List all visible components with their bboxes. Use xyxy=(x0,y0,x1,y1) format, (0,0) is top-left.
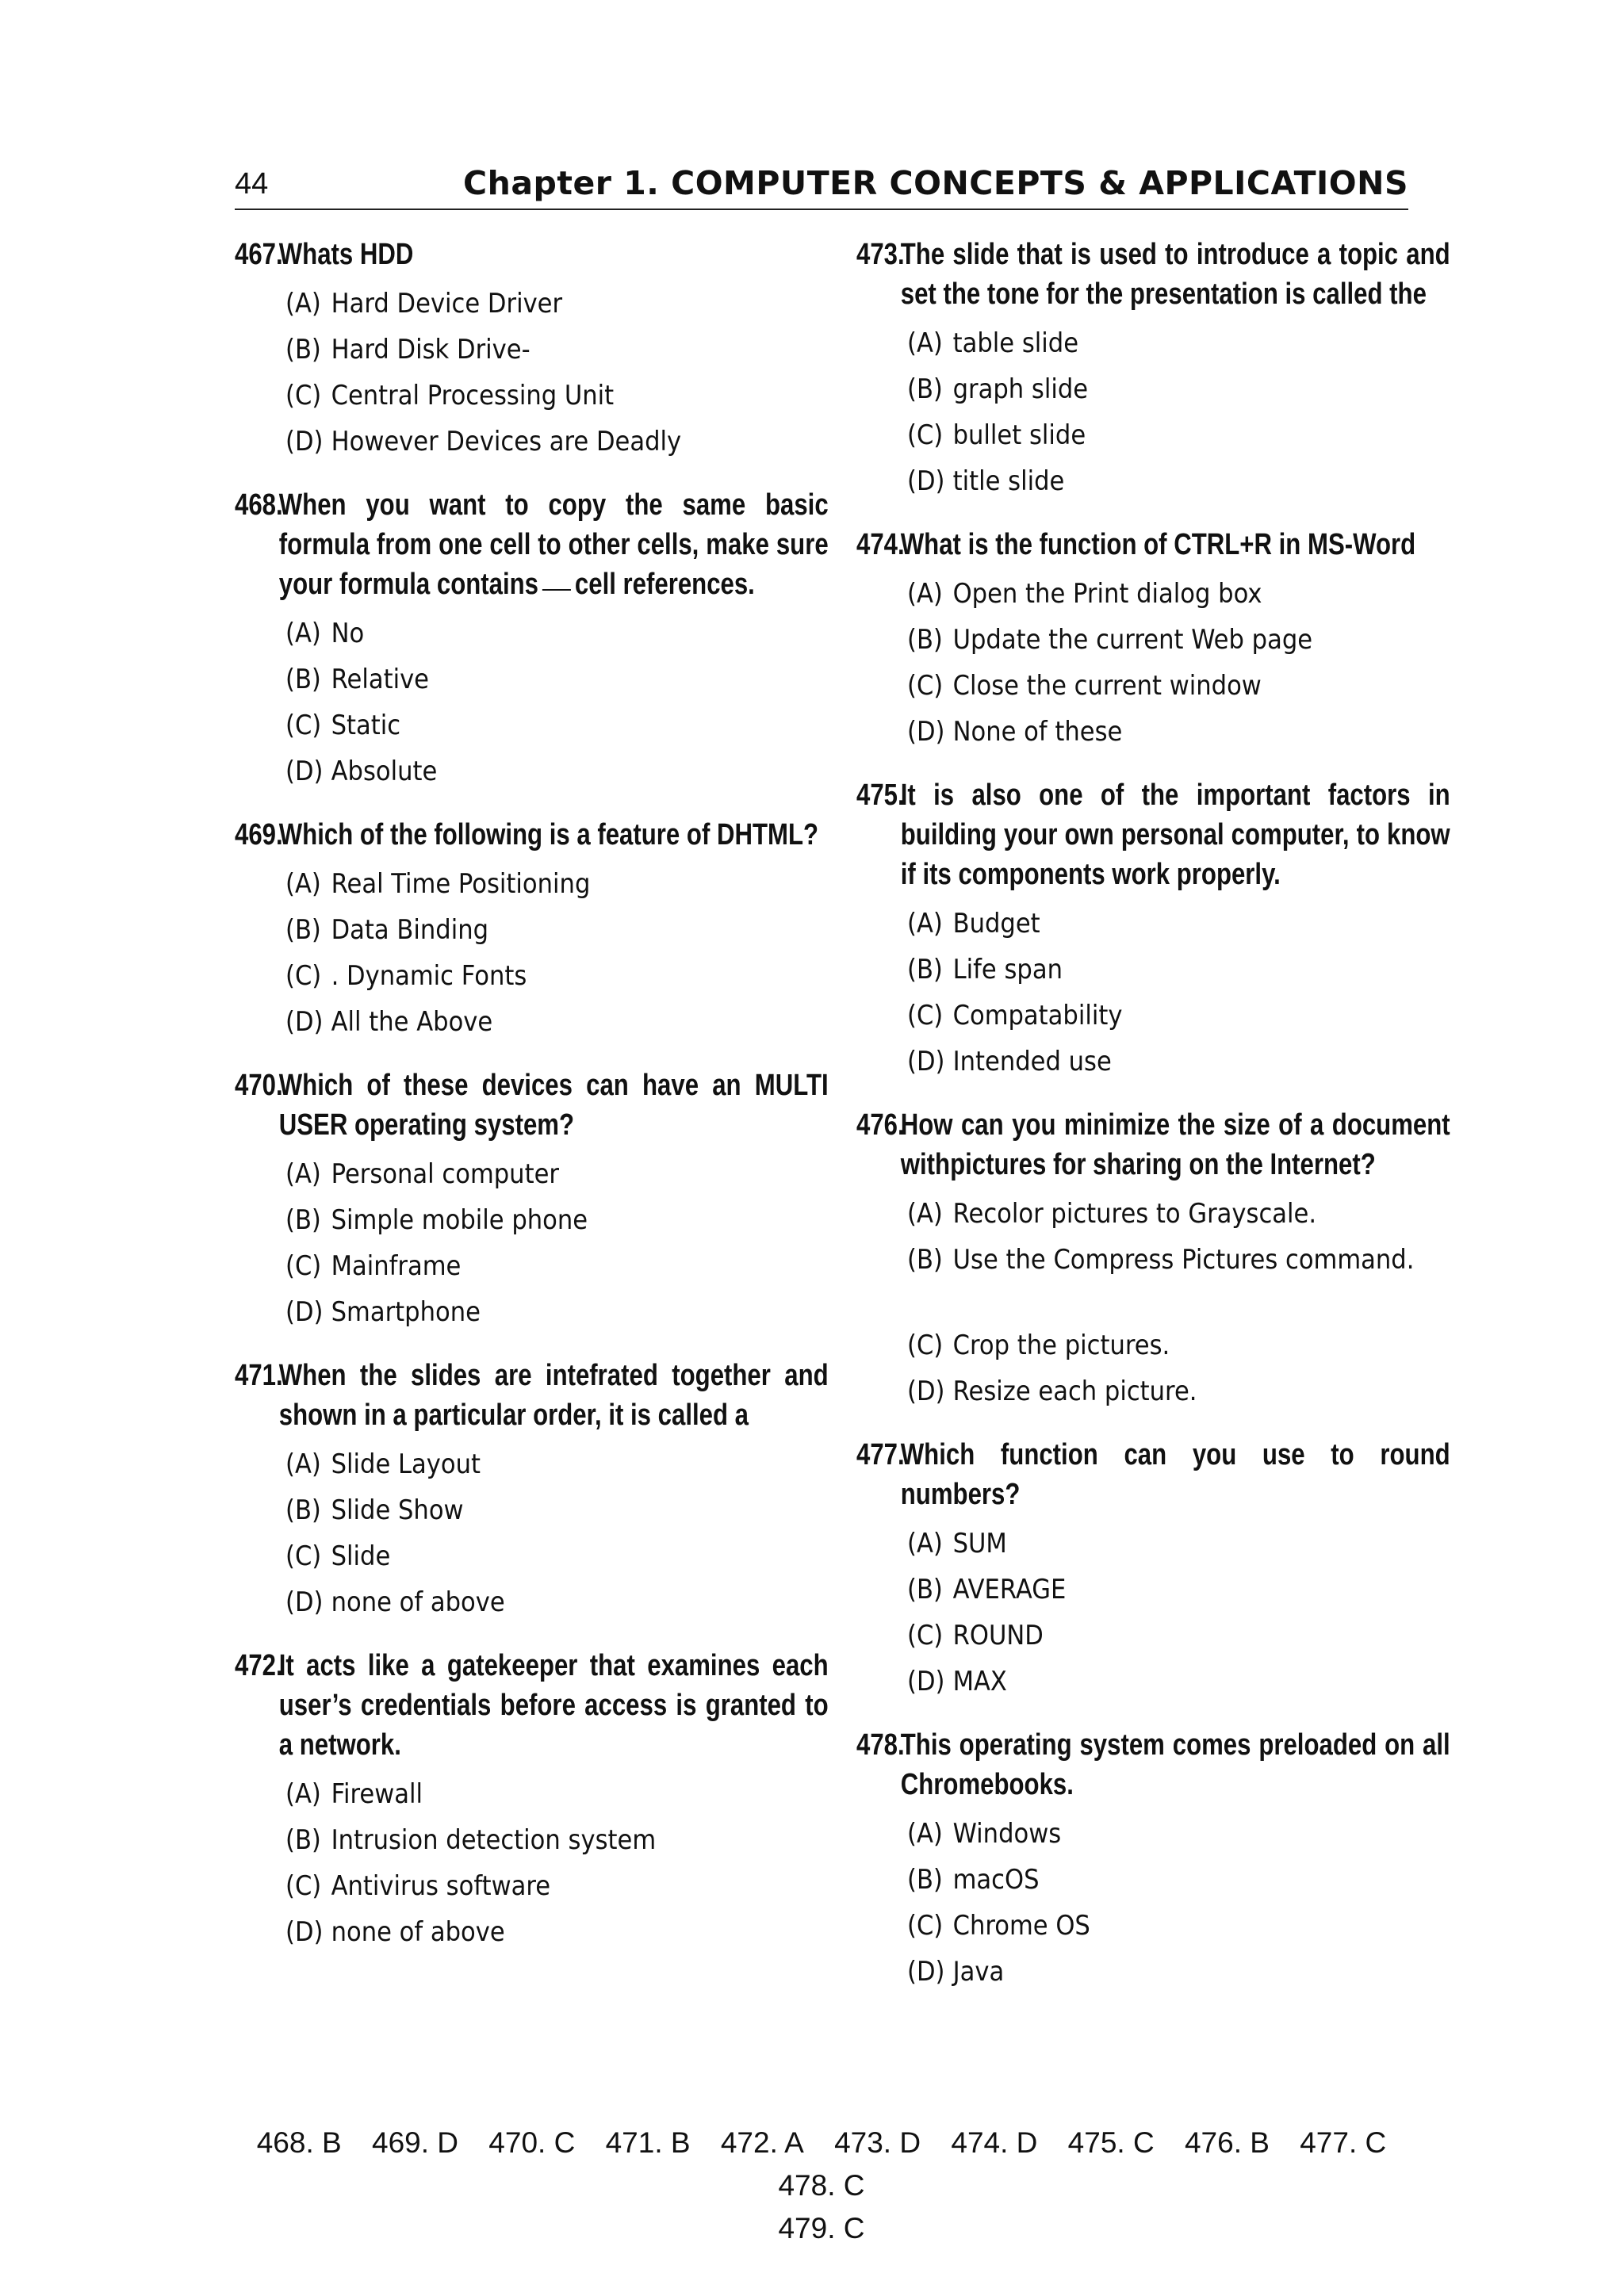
option-b xyxy=(907,617,1354,663)
option-list xyxy=(235,1441,782,1625)
option-text: Slide Show xyxy=(331,1494,464,1526)
answer-key-item: 469. D xyxy=(372,2126,459,2159)
answer-key-item: 474. D xyxy=(951,2126,1038,2159)
question-467 xyxy=(235,235,782,465)
option-b xyxy=(285,327,732,373)
option-b xyxy=(907,1237,1415,1283)
option-letter: (C) xyxy=(907,419,944,451)
option-a xyxy=(285,1771,732,1817)
answer-key-item: 471. B xyxy=(605,2126,691,2159)
option-letter: (D) xyxy=(285,1006,324,1038)
option-text: . Dynamic Fonts xyxy=(331,960,527,992)
option-text: Java xyxy=(952,1956,1005,1988)
option-letter: (A) xyxy=(285,1158,321,1190)
answer-key-item: 475. C xyxy=(1067,2126,1155,2159)
question-468 xyxy=(235,485,829,794)
answer-key-item: 468. B xyxy=(256,2126,342,2159)
option-text: macOS xyxy=(952,1864,1040,1896)
option-text: No xyxy=(331,618,365,649)
option-text: table slide xyxy=(952,327,1079,359)
option-c xyxy=(907,1322,1354,1368)
option-text: MAX xyxy=(952,1666,1007,1697)
question-number: 471. xyxy=(235,1359,283,1392)
question-text xyxy=(856,1105,1450,1184)
question-stem: How can you minimize the size of a document withpictures for sharing on the Internet? xyxy=(900,1108,1450,1181)
question-stem: It acts like a gatekeeper that examines each user’s credentials before access is granted to a network. xyxy=(278,1649,829,1762)
question-number: 474. xyxy=(856,528,905,561)
option-letter: (C) xyxy=(907,1620,944,1651)
option-letter: (C) xyxy=(285,1250,322,1282)
option-a xyxy=(285,1441,732,1487)
option-letter: (D) xyxy=(285,426,324,457)
option-list xyxy=(235,861,782,1045)
question-475 xyxy=(856,775,1450,1085)
option-letter: (C) xyxy=(907,1000,944,1031)
option-c xyxy=(285,1533,732,1579)
question-stem: Whats HDD xyxy=(278,238,414,271)
option-text: Antivirus software xyxy=(331,1870,551,1902)
question-text xyxy=(235,1646,829,1765)
option-text: Resize each picture. xyxy=(952,1376,1197,1407)
question-477 xyxy=(856,1435,1450,1705)
option-letter: (A) xyxy=(907,327,943,359)
option-d xyxy=(907,1368,1354,1414)
option-b xyxy=(907,947,1354,993)
question-text xyxy=(856,525,1450,564)
option-d xyxy=(285,999,732,1045)
option-c xyxy=(907,1903,1354,1949)
option-text: Slide Layout xyxy=(331,1448,481,1480)
option-letter: (D) xyxy=(907,1666,945,1697)
option-letter: (C) xyxy=(907,1330,944,1361)
option-d xyxy=(285,419,732,465)
option-c xyxy=(285,373,732,419)
option-letter: (B) xyxy=(907,1864,943,1896)
option-letter: (B) xyxy=(285,1494,321,1526)
option-letter: (B) xyxy=(907,954,943,985)
option-text: Slide xyxy=(331,1540,391,1572)
question-stem: Which of the following is a feature of DHTML? xyxy=(278,818,819,851)
option-text: Mainframe xyxy=(331,1250,462,1282)
option-text: Hard Disk Drive- xyxy=(331,334,530,365)
option-text: Absolute xyxy=(331,756,438,787)
option-c xyxy=(907,993,1354,1039)
question-stem: What is the function of CTRL+R in MS-Word xyxy=(900,528,1416,561)
question-number: 469. xyxy=(235,818,283,851)
question-number: 478. xyxy=(856,1728,905,1762)
question-469 xyxy=(235,815,819,1045)
option-d xyxy=(907,709,1354,755)
option-text: AVERAGE xyxy=(952,1574,1067,1605)
answer-key-item: 470. C xyxy=(488,2126,576,2159)
chapter-title: Chapter 1. COMPUTER CONCEPTS & APPLICATIONS xyxy=(463,164,1408,202)
option-text: graph slide xyxy=(952,373,1089,405)
option-a xyxy=(907,1191,1354,1237)
option-text: Firewall xyxy=(331,1778,423,1810)
option-text: ROUND xyxy=(952,1620,1044,1651)
option-list xyxy=(235,1771,782,1955)
option-letter: (A) xyxy=(285,868,321,900)
option-letter: (A) xyxy=(907,578,943,610)
option-b xyxy=(907,366,1354,412)
option-text: Data Binding xyxy=(331,914,489,946)
option-letter: (D) xyxy=(285,1586,324,1618)
option-letter: (D) xyxy=(285,1296,324,1328)
option-text: None of these xyxy=(952,716,1123,748)
left-column xyxy=(235,235,829,1976)
question-text xyxy=(856,235,1450,314)
option-text: Update the current Web page xyxy=(952,624,1313,656)
option-a xyxy=(907,901,1354,947)
question-stem: It is also one of the important factors in building your own personal computer, to know if its components work properly. xyxy=(900,779,1450,891)
question-stem: When you want to copy the same basic formula from one cell to other cells, make sure your formula contains xyxy=(278,488,829,601)
option-c xyxy=(285,953,732,999)
option-letter: (D) xyxy=(907,1046,945,1077)
option-d xyxy=(285,1909,732,1955)
question-number: 477. xyxy=(856,1438,905,1471)
option-letter: (B) xyxy=(907,1244,943,1276)
option-text: Use the Compress Pictures command. xyxy=(952,1244,1415,1276)
option-letter: (C) xyxy=(285,1870,322,1902)
option-letter: (D) xyxy=(907,1956,945,1988)
option-letter: (B) xyxy=(285,664,321,695)
option-letter: (D) xyxy=(907,1376,945,1407)
option-c xyxy=(907,412,1354,458)
option-letter: (B) xyxy=(907,373,943,405)
question-stem: When the slides are intefrated together and shown in a particular order, it is called a xyxy=(278,1359,829,1432)
option-b xyxy=(285,907,732,953)
option-letter: (A) xyxy=(907,1198,943,1230)
option-letter: (A) xyxy=(907,1528,943,1559)
option-list xyxy=(235,1151,782,1335)
answer-key-item: 473. D xyxy=(834,2126,921,2159)
question-473 xyxy=(856,235,1450,504)
option-letter: (A) xyxy=(285,618,321,649)
option-letter: (D) xyxy=(907,716,945,748)
question-text xyxy=(235,485,829,604)
page-number: 44 xyxy=(235,167,269,201)
question-text xyxy=(856,775,1450,894)
option-letter: (A) xyxy=(907,1818,943,1850)
question-text xyxy=(856,1435,1450,1514)
question-number: 470. xyxy=(235,1069,283,1102)
option-list xyxy=(856,1191,1415,1414)
option-letter: (B) xyxy=(285,914,321,946)
option-a xyxy=(285,610,732,656)
option-b xyxy=(285,656,732,702)
answer-key-item: 476. B xyxy=(1184,2126,1270,2159)
question-text xyxy=(235,815,829,855)
option-text: bullet slide xyxy=(952,419,1086,451)
option-d xyxy=(285,748,732,794)
option-text: Chrome OS xyxy=(952,1910,1090,1942)
question-stem: The slide that is used to introduce a topic and set the tone for the presentation is called the xyxy=(900,238,1450,311)
option-a xyxy=(285,1151,732,1197)
option-text: Intrusion detection system xyxy=(331,1824,657,1856)
option-text: However Devices are Deadly xyxy=(331,426,682,457)
option-text: Life span xyxy=(952,954,1063,985)
option-d xyxy=(285,1289,732,1335)
answer-key-item: 479. C xyxy=(778,2212,865,2244)
option-a xyxy=(285,861,732,907)
question-stem: Which function can you use to round numbers? xyxy=(900,1438,1450,1511)
option-text: Simple mobile phone xyxy=(331,1204,588,1236)
option-text: Budget xyxy=(952,908,1040,939)
option-c xyxy=(285,1863,732,1909)
page-header xyxy=(235,163,1408,210)
option-text: Recolor pictures to Grayscale. xyxy=(952,1198,1317,1230)
option-c xyxy=(907,1613,1354,1659)
option-c xyxy=(285,702,732,748)
option-letter: (D) xyxy=(285,1916,324,1948)
answer-key-item: 478. C xyxy=(778,2169,865,2202)
question-476 xyxy=(856,1105,1450,1414)
question-number: 475. xyxy=(856,779,905,812)
option-c xyxy=(907,663,1354,709)
option-letter: (C) xyxy=(285,380,322,411)
question-number: 473. xyxy=(856,238,905,271)
option-b xyxy=(285,1487,732,1533)
option-text: Crop the pictures. xyxy=(952,1330,1170,1361)
option-text: Open the Print dialog box xyxy=(952,578,1262,610)
option-b xyxy=(285,1197,732,1243)
question-text xyxy=(235,235,829,274)
option-list xyxy=(856,1811,1404,1995)
option-letter: (B) xyxy=(285,1204,321,1236)
option-text: SUM xyxy=(952,1528,1007,1559)
question-number: 476. xyxy=(856,1108,905,1142)
option-text: All the Above xyxy=(331,1006,493,1038)
option-list xyxy=(856,901,1404,1085)
option-text: title slide xyxy=(952,465,1065,497)
option-letter: (B) xyxy=(285,334,321,365)
option-b xyxy=(907,1857,1354,1903)
option-text: Intended use xyxy=(952,1046,1112,1077)
question-stem: This operating system comes preloaded on all Chromebooks. xyxy=(900,1728,1450,1801)
question-number: 472. xyxy=(235,1649,283,1682)
question-number: 467. xyxy=(235,238,283,271)
option-text: Personal computer xyxy=(331,1158,559,1190)
option-text: Real Time Positioning xyxy=(331,868,591,900)
option-letter: (C) xyxy=(285,1540,322,1572)
option-text: none of above xyxy=(331,1916,505,1948)
question-474 xyxy=(856,525,1416,755)
option-letter: (A) xyxy=(285,1448,321,1480)
question-text xyxy=(235,1356,829,1435)
option-b xyxy=(285,1817,732,1863)
question-478 xyxy=(856,1725,1450,1995)
option-letter: (C) xyxy=(907,1910,944,1942)
right-column xyxy=(856,235,1450,2015)
option-text: Compatability xyxy=(952,1000,1123,1031)
option-list xyxy=(856,320,1404,504)
option-c xyxy=(285,1243,732,1289)
option-letter: (B) xyxy=(907,1574,943,1605)
option-letter: (C) xyxy=(285,710,322,741)
question-472 xyxy=(235,1646,829,1955)
answer-key-item: 477. C xyxy=(1300,2126,1387,2159)
option-b xyxy=(907,1567,1354,1613)
question-number: 468. xyxy=(235,488,283,522)
option-d xyxy=(907,1949,1354,1995)
option-text: Close the current window xyxy=(952,670,1262,702)
option-text: Central Processing Unit xyxy=(331,380,615,411)
option-list xyxy=(235,281,782,465)
option-letter: (B) xyxy=(285,1824,321,1856)
option-d xyxy=(907,1039,1354,1085)
answer-blank xyxy=(542,589,571,591)
option-letter: (D) xyxy=(907,465,945,497)
question-stem: Which of these devices can have an MULTI USER operating system? xyxy=(278,1069,829,1142)
question-stem-end: cell references. xyxy=(574,568,755,601)
option-d xyxy=(907,1659,1354,1705)
option-a xyxy=(285,281,732,327)
option-text: Static xyxy=(331,710,401,741)
option-d xyxy=(907,458,1354,504)
question-471 xyxy=(235,1356,829,1625)
option-a xyxy=(907,571,1354,617)
option-letter: (C) xyxy=(907,670,944,702)
answer-key-item: 472. A xyxy=(720,2126,804,2159)
option-letter: (A) xyxy=(285,288,321,320)
question-470 xyxy=(235,1066,829,1335)
option-list xyxy=(235,610,782,794)
option-list xyxy=(856,571,1404,755)
answer-key xyxy=(235,2122,1408,2250)
option-letter: (A) xyxy=(907,908,943,939)
option-text: Relative xyxy=(331,664,430,695)
option-letter: (A) xyxy=(285,1778,321,1810)
question-text xyxy=(235,1066,829,1145)
option-list xyxy=(856,1521,1404,1705)
option-letter: (C) xyxy=(285,960,322,992)
question-text xyxy=(856,1725,1450,1804)
option-a xyxy=(907,1811,1354,1857)
option-a xyxy=(907,320,1354,366)
option-a xyxy=(907,1521,1354,1567)
option-text: Windows xyxy=(952,1818,1062,1850)
option-text: Hard Device Driver xyxy=(331,288,563,320)
option-letter: (D) xyxy=(285,756,324,787)
option-letter: (B) xyxy=(907,624,943,656)
option-d xyxy=(285,1579,732,1625)
option-text: none of above xyxy=(331,1586,505,1618)
option-text: Smartphone xyxy=(331,1296,481,1328)
